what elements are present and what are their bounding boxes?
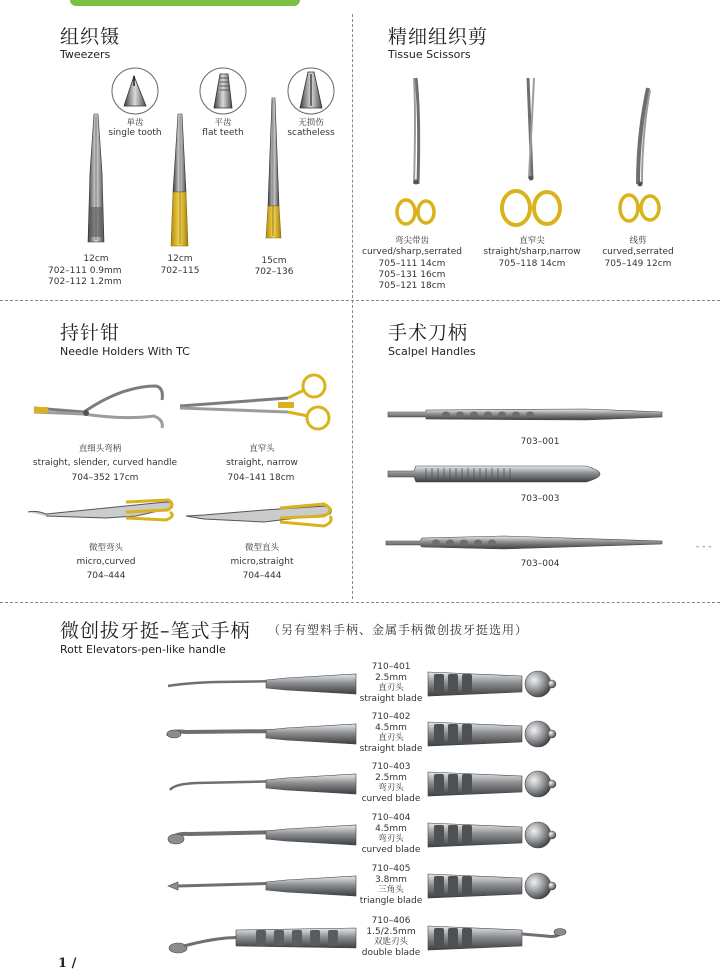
flat-teeth-tip-illustration — [198, 66, 248, 116]
needle-holder-label-en-3: micro,curved — [76, 557, 136, 567]
elevator-size: 4.5mm — [375, 722, 407, 733]
elevator-code: 710–404 — [371, 813, 411, 823]
scalpel-code-3: 703–004 — [520, 559, 560, 569]
elevator-blade-zh: 直刃头 — [378, 683, 404, 693]
elevator-handle-image — [428, 817, 568, 857]
page-number: 1 / — [58, 956, 77, 971]
single-tooth-tip-illustration — [110, 66, 160, 116]
scissors-label-en-3: curved,serrated — [602, 247, 674, 257]
scalpel-handle-703-004-image — [384, 532, 666, 554]
horizontal-divider-2 — [0, 602, 720, 603]
elevator-handle-image — [428, 766, 568, 806]
scalpel-title-zh: 手术刀柄 — [388, 322, 469, 344]
needle-holder-label-en-1: straight, slender, curved handle — [32, 458, 178, 468]
elevator-code: 710–403 — [371, 762, 411, 772]
tweezer-single-tooth-image — [84, 112, 108, 248]
needle-holders-title-zh: 持针钳 — [60, 322, 121, 344]
needle-holder-label-zh-1: 直细头弯柄 — [78, 444, 122, 454]
elevator-blade-en: curved blade — [361, 844, 421, 855]
elevator-handle-image — [428, 868, 568, 908]
elevator-left-image — [166, 714, 360, 754]
elevator-blade-zh: 弯刃头 — [378, 834, 404, 844]
elevator-handle-image — [428, 666, 568, 706]
top-accent-bar — [70, 0, 300, 6]
tip-label-en-1: single tooth — [108, 128, 162, 138]
scissors-label-zh-1: 弯尖带齿 — [394, 236, 429, 246]
scissors-title-en: Tissue Scissors — [388, 48, 471, 61]
needle-holder-label-zh-3: 微型弯头 — [88, 543, 123, 553]
tweezer-size-2: 12cm — [167, 254, 193, 264]
elevator-size: 2.5mm — [375, 672, 407, 683]
scissors-code-1a: 705–111 14cm — [378, 259, 446, 269]
elevator-left-image — [166, 866, 360, 906]
tweezer-size-1: 12cm — [83, 254, 109, 264]
tweezer-scatheless-image — [262, 96, 286, 240]
needle-holder-code-1: 704–352 17cm — [71, 473, 139, 483]
elevators-note: （另有塑料手柄、金属手柄微创拔牙挺选用） — [268, 623, 529, 637]
elevator-size: 2.5mm — [375, 772, 407, 783]
elevator-handle-image — [428, 716, 568, 756]
elevator-size: 3.8mm — [375, 874, 407, 885]
vertical-divider — [352, 14, 353, 599]
elevator-size: 1.5/2.5mm — [366, 926, 416, 937]
elevator-blade-en: double blade — [361, 947, 421, 958]
needle-holders-title-en: Needle Holders With TC — [60, 345, 190, 358]
tweezers-title-en: Tweezers — [60, 48, 111, 61]
scissors-curved-thread-image — [614, 84, 664, 230]
scissors-curved-serrated-image — [392, 74, 442, 230]
elevator-blade-zh: 三角头 — [378, 885, 404, 895]
scissors-straight-narrow-image — [498, 74, 564, 230]
scissors-code-1c: 705–121 18cm — [378, 281, 446, 291]
scissors-label-en-1: curved/sharp,serrated — [362, 247, 462, 257]
scissors-code-3: 705–149 12cm — [604, 259, 672, 269]
elevators-title-zh: 微创拔牙挺–笔式手柄 — [60, 620, 251, 642]
elevator-blade-en: straight blade — [359, 743, 423, 754]
elevator-left-image — [166, 764, 360, 804]
scissors-label-zh-2: 直窄尖 — [519, 236, 545, 246]
continuation-dots: - - - — [696, 542, 712, 552]
scalpel-handle-703-003-image — [386, 462, 604, 486]
tweezer-code-3: 702–136 — [254, 267, 294, 277]
elevator-size: 4.5mm — [375, 823, 407, 834]
scissors-code-2: 705–118 14cm — [498, 259, 566, 269]
elevator-code: 710–405 — [371, 864, 411, 874]
needle-holder-micro-curved-image — [26, 494, 176, 528]
needle-holder-micro-straight-image — [184, 498, 338, 532]
scissors-title-zh: 精细组织剪 — [388, 26, 489, 48]
elevator-blade-zh: 弯刃头 — [378, 783, 404, 793]
tweezer-code-1a: 702–111 0.9mm — [48, 266, 122, 276]
elevator-blade-zh: 双匙刃头 — [373, 937, 408, 947]
tip-label-en-3: scatheless — [287, 128, 335, 138]
scatheless-tip-illustration — [286, 66, 336, 116]
scalpel-code-1: 703–001 — [520, 437, 560, 447]
scalpel-code-2: 703–003 — [520, 494, 560, 504]
elevators-title-en: Rott Elevators-pen-like handle — [60, 643, 226, 656]
scissors-label-zh-3: 线剪 — [629, 236, 647, 246]
elevator-left-image — [166, 815, 360, 855]
elevator-blade-zh: 直刃头 — [378, 733, 404, 743]
elevator-handle-image — [428, 920, 568, 960]
elevator-blade-en: straight blade — [359, 693, 423, 704]
needle-holder-curved-handle-image — [32, 376, 168, 436]
elevator-code: 710–401 — [371, 662, 411, 672]
tweezers-title-zh: 组织镊 — [60, 26, 121, 48]
tip-label-zh-1: 单齿 — [126, 118, 144, 128]
needle-holder-code-3: 704–444 — [86, 571, 126, 581]
needle-holder-label-en-2: straight, narrow — [226, 458, 298, 468]
elevator-blade-en: triangle blade — [359, 895, 423, 906]
scissors-label-en-2: straight/sharp,narrow — [483, 247, 581, 257]
needle-holder-label-en-4: micro,straight — [230, 557, 294, 567]
tweezer-code-2: 702–115 — [160, 266, 200, 276]
elevator-left-image — [166, 918, 360, 958]
needle-holder-code-2: 704–141 18cm — [227, 473, 295, 483]
needle-holder-straight-narrow-image — [178, 372, 332, 436]
elevator-code: 710–406 — [371, 916, 411, 926]
tip-label-en-2: flat teeth — [202, 128, 244, 138]
elevator-code: 710–402 — [371, 712, 411, 722]
tweezer-code-1b: 702–112 1.2mm — [48, 277, 122, 287]
tweezer-flat-teeth-image — [168, 112, 192, 248]
needle-holder-code-4: 704–444 — [242, 571, 282, 581]
needle-holder-label-zh-4: 微型直头 — [244, 543, 279, 553]
scalpel-title-en: Scalpel Handles — [388, 345, 476, 358]
tip-label-zh-2: 平齿 — [214, 118, 232, 128]
needle-holder-label-zh-2: 直窄头 — [249, 444, 275, 454]
elevator-left-image — [166, 664, 360, 704]
scissors-code-1b: 705–131 16cm — [378, 270, 446, 280]
horizontal-divider-1 — [0, 300, 720, 301]
tip-label-zh-3: 无损伤 — [298, 118, 324, 128]
scalpel-handle-703-001-image — [386, 404, 666, 426]
tweezer-size-3: 15cm — [261, 256, 287, 266]
elevator-blade-en: curved blade — [361, 793, 421, 804]
